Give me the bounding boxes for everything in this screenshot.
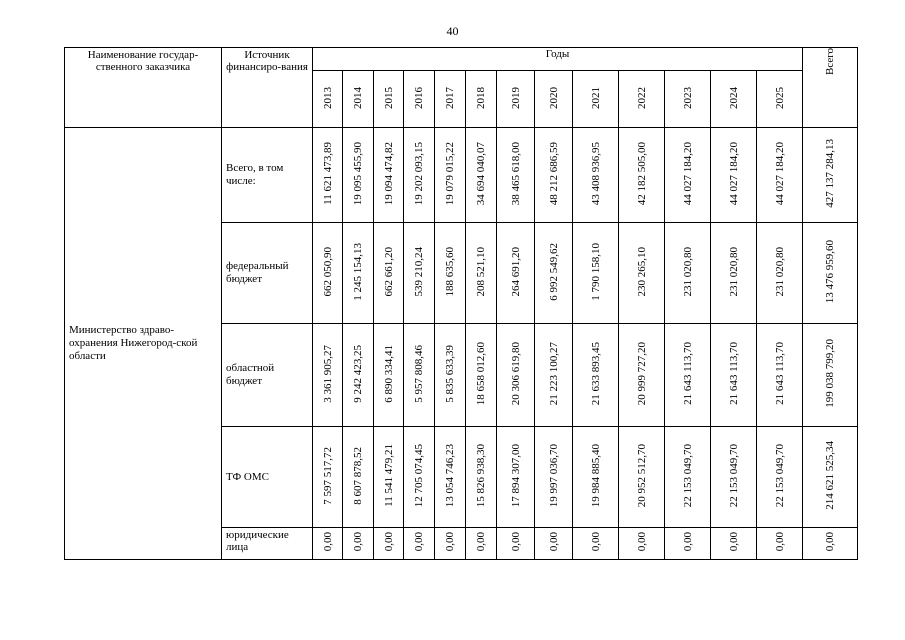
year-value: 19 095 455,90 [352, 141, 364, 206]
year-value-cell [374, 324, 404, 427]
year-value-cell [619, 528, 665, 560]
total-value-cell [803, 427, 858, 528]
year-value: 6 992 549,62 [547, 242, 560, 301]
funding-source: Всего, в том числе: [222, 128, 313, 223]
year-value-cell [573, 128, 619, 223]
year-value: 20 952 512,70 [635, 443, 648, 508]
year-value-cell [313, 324, 343, 427]
year-value: 0,00 [382, 532, 395, 552]
header-year [374, 71, 404, 128]
header-year [404, 71, 435, 128]
funding-source: областной бюджет [222, 324, 313, 427]
header-year [343, 71, 374, 128]
year-value: 8 607 878,52 [352, 446, 364, 505]
year-value-cell [404, 528, 435, 560]
year-value-cell [466, 324, 497, 427]
header-year [435, 71, 466, 128]
year-value: 0,00 [589, 532, 602, 552]
year-value: 21 223 100,27 [547, 341, 560, 406]
header-year-label: 2016 [413, 86, 425, 109]
year-value-cell [757, 528, 803, 560]
year-value: 19 997 036,70 [547, 443, 560, 508]
year-value-cell [404, 324, 435, 427]
total-value: 214 621 525,34 [824, 441, 836, 510]
funding-source: федеральный бюджет [222, 223, 313, 324]
header-year [573, 71, 619, 128]
year-value: 0,00 [727, 532, 740, 552]
funding-source: ТФ ОМС [222, 427, 313, 528]
year-value-cell [573, 223, 619, 324]
total-value-cell [803, 223, 858, 324]
year-value: 19 094 474,82 [382, 141, 395, 206]
year-value-cell [711, 528, 757, 560]
year-value: 0,00 [773, 532, 786, 552]
year-value: 0,00 [475, 532, 487, 552]
year-value: 231 020,80 [727, 246, 740, 297]
year-value: 44 027 184,20 [681, 141, 694, 206]
year-value: 3 361 905,27 [321, 344, 334, 403]
year-value: 9 242 423,25 [352, 344, 364, 403]
total-value-cell [803, 528, 858, 560]
year-value: 1 790 158,10 [589, 242, 602, 301]
year-value: 5 957 808,46 [413, 344, 425, 403]
header-year [757, 71, 803, 128]
year-value-cell [535, 128, 573, 223]
year-value-cell [435, 528, 466, 560]
year-value: 662 661,20 [382, 246, 395, 297]
year-value: 7 597 517,72 [321, 446, 334, 505]
year-value-cell [343, 528, 374, 560]
funding-source: юридические лица [222, 528, 313, 560]
header-year-label: 2021 [589, 86, 602, 109]
year-value: 0,00 [681, 532, 694, 552]
year-value-cell [435, 427, 466, 528]
year-value: 20 999 727,20 [635, 341, 648, 406]
year-value: 208 521,10 [475, 246, 487, 297]
year-value: 19 202 093,15 [413, 141, 425, 206]
year-value-cell [466, 223, 497, 324]
year-value-cell [313, 223, 343, 324]
total-value: 427 137 284,13 [824, 139, 836, 208]
year-value-cell [343, 128, 374, 223]
header-year-label: 2024 [727, 86, 740, 109]
header-year [313, 71, 343, 128]
header-year-label: 2018 [475, 86, 487, 109]
header-customer: Наименование государ-ственного заказчика [65, 48, 222, 128]
year-value-cell [535, 324, 573, 427]
year-value-cell [665, 223, 711, 324]
year-value: 0,00 [413, 532, 425, 552]
customer-name: Министерство здраво-охранения Нижегород-ской области [65, 128, 222, 560]
header-year [711, 71, 757, 128]
year-value: 19 079 015,22 [444, 141, 456, 206]
year-value: 0,00 [635, 532, 648, 552]
year-value: 20 306 619,80 [509, 341, 522, 406]
year-value-cell [497, 528, 535, 560]
year-value: 0,00 [444, 532, 456, 552]
year-value-cell [435, 324, 466, 427]
year-value-cell [313, 528, 343, 560]
year-value: 0,00 [321, 532, 334, 552]
year-value: 17 894 307,00 [509, 443, 522, 508]
year-value: 48 212 686,59 [547, 141, 560, 206]
year-value: 34 694 040,07 [475, 141, 487, 206]
year-value-cell [374, 427, 404, 528]
header-year-label: 2019 [509, 86, 522, 109]
table-row [65, 128, 858, 223]
year-value: 44 027 184,20 [727, 141, 740, 206]
funding-table [64, 47, 858, 560]
year-value: 5 835 633,39 [444, 344, 456, 403]
year-value: 264 691,20 [509, 246, 522, 297]
year-value: 21 643 113,70 [727, 342, 740, 405]
year-value-cell [535, 528, 573, 560]
year-value-cell [619, 427, 665, 528]
year-value: 19 984 885,40 [589, 443, 602, 508]
year-value-cell [497, 324, 535, 427]
year-value-cell [619, 128, 665, 223]
year-value: 21 643 113,70 [773, 342, 786, 405]
year-value-cell [573, 324, 619, 427]
total-value: 13 476 959,60 [824, 239, 836, 304]
year-value-cell [535, 427, 573, 528]
year-value-cell [757, 223, 803, 324]
year-value: 15 826 938,30 [475, 443, 487, 508]
year-value: 0,00 [547, 532, 560, 552]
year-value-cell [404, 223, 435, 324]
year-value: 42 182 505,00 [635, 141, 648, 206]
year-value-cell [435, 223, 466, 324]
header-year-label: 2014 [352, 86, 364, 109]
year-value: 11 541 479,21 [382, 444, 395, 507]
year-value-cell [343, 324, 374, 427]
year-value: 22 153 049,70 [681, 443, 694, 508]
year-value-cell [573, 427, 619, 528]
year-value-cell [497, 128, 535, 223]
year-value-cell [757, 427, 803, 528]
year-value-cell [573, 528, 619, 560]
year-value-cell [466, 427, 497, 528]
year-value: 231 020,80 [773, 246, 786, 297]
year-value: 13 054 746,23 [444, 443, 456, 508]
year-value: 21 633 893,45 [589, 341, 602, 406]
year-value-cell [374, 223, 404, 324]
year-value-cell [313, 128, 343, 223]
year-value: 231 020,80 [681, 246, 694, 297]
year-value: 188 635,60 [444, 246, 456, 297]
year-value-cell [466, 128, 497, 223]
year-value: 6 890 334,41 [382, 344, 395, 403]
year-value: 38 465 618,00 [509, 141, 522, 206]
year-value: 1 245 154,13 [352, 242, 364, 301]
year-value: 0,00 [509, 532, 522, 552]
year-value: 43 408 936,95 [589, 141, 602, 206]
total-value-cell [803, 128, 858, 223]
year-value-cell [404, 128, 435, 223]
year-value-cell [404, 427, 435, 528]
year-value-cell [374, 128, 404, 223]
total-value: 199 038 799,20 [824, 339, 836, 408]
header-total-label: Всего [824, 48, 836, 75]
header-year [665, 71, 711, 128]
year-value-cell [757, 324, 803, 427]
total-value-cell [803, 324, 858, 427]
total-value: 0,00 [824, 532, 836, 552]
year-value: 539 210,24 [413, 246, 425, 297]
year-value-cell [435, 128, 466, 223]
year-value: 12 705 074,45 [413, 443, 425, 508]
year-value: 662 050,90 [321, 246, 334, 297]
header-years-label: Годы [313, 48, 803, 71]
year-value-cell [497, 427, 535, 528]
year-value-cell [535, 223, 573, 324]
year-value-cell [313, 427, 343, 528]
header-year-label: 2015 [382, 86, 395, 109]
year-value: 22 153 049,70 [727, 443, 740, 508]
header-year [619, 71, 665, 128]
header-year-label: 2025 [773, 86, 786, 109]
year-value-cell [757, 128, 803, 223]
year-value-cell [665, 324, 711, 427]
page-number: 40 [446, 24, 459, 38]
header-year [535, 71, 573, 128]
year-value-cell [374, 528, 404, 560]
header-year-label: 2017 [444, 86, 456, 109]
year-value: 22 153 049,70 [773, 443, 786, 508]
header-source: Источник финансиро-вания [222, 48, 313, 128]
year-value-cell [665, 528, 711, 560]
header-year-label: 2013 [321, 86, 334, 109]
year-value-cell [711, 324, 757, 427]
year-value-cell [343, 427, 374, 528]
header-total [803, 48, 858, 128]
header-year-label: 2023 [681, 86, 694, 109]
year-value: 0,00 [352, 532, 364, 552]
year-value: 44 027 184,20 [773, 141, 786, 206]
header-year [497, 71, 535, 128]
year-value-cell [711, 223, 757, 324]
year-value-cell [466, 528, 497, 560]
header-year-label: 2022 [635, 86, 648, 109]
year-value-cell [343, 223, 374, 324]
header-year-label: 2020 [547, 86, 560, 109]
year-value-cell [619, 223, 665, 324]
year-value: 21 643 113,70 [681, 342, 694, 405]
year-value: 230 265,10 [635, 246, 648, 297]
year-value-cell [665, 427, 711, 528]
year-value-cell [711, 427, 757, 528]
year-value-cell [711, 128, 757, 223]
year-value: 11 621 473,89 [321, 142, 334, 205]
header-year [466, 71, 497, 128]
year-value-cell [619, 324, 665, 427]
year-value-cell [665, 128, 711, 223]
year-value-cell [497, 223, 535, 324]
year-value: 18 658 012,60 [475, 341, 487, 406]
